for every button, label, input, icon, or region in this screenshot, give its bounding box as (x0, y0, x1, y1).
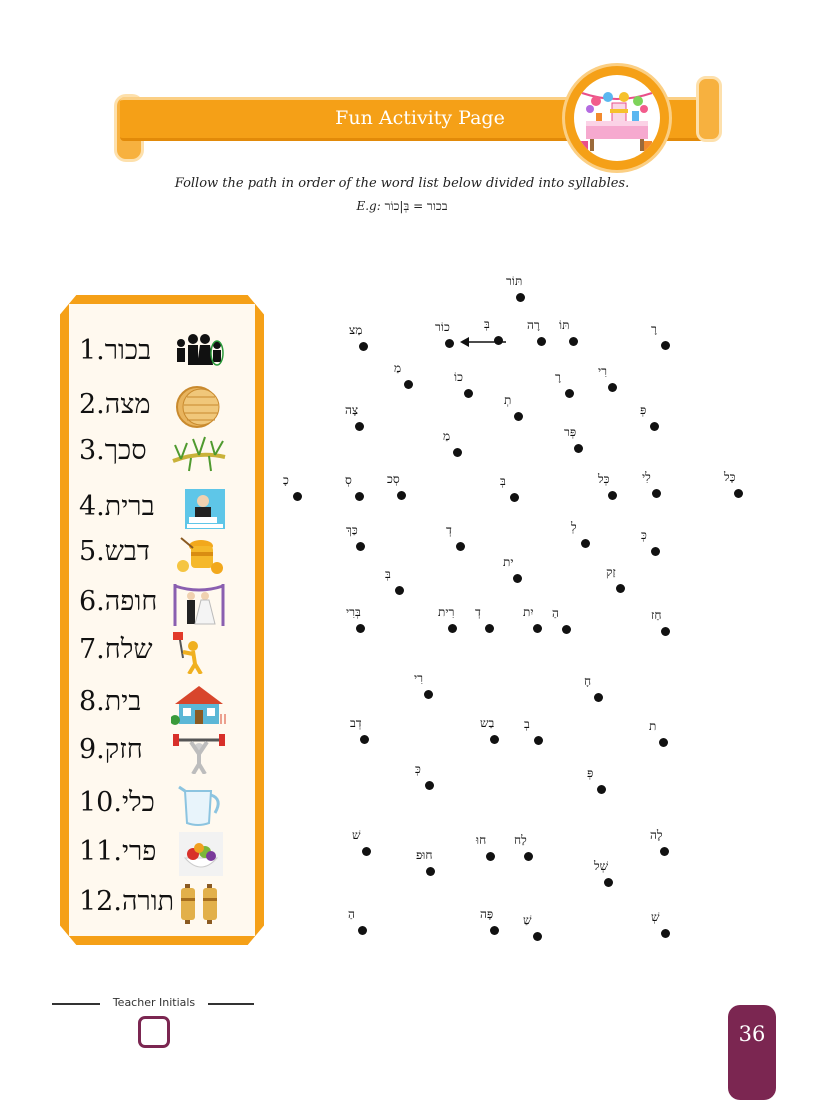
path-dot[interactable] (426, 867, 435, 876)
syllable-label: מַצ (349, 323, 363, 337)
path-dot[interactable] (661, 929, 670, 938)
arrow-left-icon (460, 336, 506, 348)
syllable-label: דְב (350, 716, 362, 730)
word-text: חזק (104, 734, 143, 765)
path-dot[interactable] (448, 624, 457, 633)
syllable-label: שׁ (352, 828, 361, 842)
syllable-label: זַק (606, 565, 616, 579)
path-dot[interactable] (533, 624, 542, 633)
word-text: שלח (104, 634, 153, 665)
word-number: 12. (79, 886, 122, 917)
syllable-label: כַּךְ (346, 523, 358, 537)
word-number: 7. (79, 634, 105, 665)
bris-ceremony-icon (171, 487, 227, 531)
word-text: בית (104, 686, 142, 717)
path-dot[interactable] (533, 932, 542, 941)
example-line (0, 199, 804, 214)
path-dot[interactable] (661, 627, 670, 636)
pitcher-icon (171, 783, 227, 827)
path-dot[interactable] (453, 448, 462, 457)
syllable-label: בְּ (385, 567, 391, 581)
family-icon (171, 331, 227, 375)
path-dot[interactable] (490, 735, 499, 744)
syllable-label: ת (649, 719, 657, 733)
word-text: כלי (121, 787, 155, 818)
path-dot[interactable] (404, 380, 413, 389)
syllable-label: כְּל (598, 472, 610, 486)
syllable-label: פְּר (564, 425, 577, 439)
syllable-label: תּוֹר (506, 274, 523, 288)
page-number-tab (728, 1005, 776, 1100)
syllable-label: מַ (443, 429, 451, 443)
syllable-label: לְ (571, 520, 577, 534)
syllable-label: ית (503, 555, 514, 569)
path-dot[interactable] (293, 492, 302, 501)
path-dot[interactable] (652, 489, 661, 498)
path-dot[interactable] (513, 574, 522, 583)
page-number: 36 (738, 1022, 766, 1046)
path-dot[interactable] (464, 389, 473, 398)
syllable-label: חוּ (476, 833, 487, 847)
syllable-label: מַ (394, 361, 402, 375)
wedding-chuppah-icon (171, 582, 227, 626)
syllable-label: כוֹר (435, 320, 450, 334)
syllable-label: תּוֹ (559, 318, 570, 332)
path-dot[interactable] (651, 547, 660, 556)
path-dot[interactable] (594, 693, 603, 702)
syllable-label: כְּ (641, 528, 647, 542)
path-dot[interactable] (514, 412, 523, 421)
path-dot[interactable] (524, 852, 533, 861)
path-dot[interactable] (424, 690, 433, 699)
syllable-label: בַש (480, 716, 495, 730)
word-list-item (79, 335, 179, 375)
path-dot[interactable] (660, 847, 669, 856)
path-dot[interactable] (616, 584, 625, 593)
banner-scroll-right (696, 76, 722, 142)
word-list-item (79, 586, 179, 626)
path-dot[interactable] (608, 491, 617, 500)
path-dot[interactable] (355, 422, 364, 431)
path-dot[interactable] (516, 293, 525, 302)
word-text: פרי (121, 836, 157, 867)
path-dot[interactable] (565, 389, 574, 398)
honey-jar-icon (171, 532, 227, 576)
syllable-label: לָה (650, 828, 663, 842)
syllable-label: בְּרִי (346, 605, 361, 619)
syllable-label: כָּל (724, 470, 736, 484)
path-dot[interactable] (362, 847, 371, 856)
syllable-label: רָ (555, 370, 561, 384)
path-dot[interactable] (650, 422, 659, 431)
example-text: בכור = בְּ|כוֹר (384, 199, 448, 213)
syllable-label: כְּ (415, 762, 421, 776)
syllable-label: לַח (514, 833, 527, 847)
syllable-label: כָ (283, 473, 289, 487)
word-text: תורה (121, 886, 175, 917)
syllable-label: חָ (584, 674, 592, 688)
syllable-label: הַ (552, 606, 559, 620)
syllable-label: חַז (651, 608, 662, 622)
path-dot[interactable] (608, 383, 617, 392)
torah-scroll-icon (171, 882, 227, 926)
word-list-item (79, 491, 179, 531)
syllable-label: כוֹ (454, 370, 463, 384)
matzah-icon (171, 385, 227, 429)
path-dot[interactable] (597, 785, 606, 794)
syllable-label: רִי (598, 364, 608, 378)
path-dot[interactable] (486, 852, 495, 861)
word-number: 3. (79, 435, 105, 466)
teacher-initials-label: Teacher Initials (112, 996, 196, 1009)
path-dot[interactable] (537, 337, 546, 346)
word-number: 11. (79, 836, 122, 867)
word-text: בכור (104, 335, 152, 366)
syllable-label: רִית (438, 605, 455, 619)
word-text: מצה (104, 389, 151, 420)
word-list-item (79, 836, 179, 876)
path-dot[interactable] (574, 444, 583, 453)
path-dot[interactable] (445, 339, 454, 348)
word-number: 5. (79, 536, 105, 567)
syllable-label: לִי (642, 470, 651, 484)
word-number: 2. (79, 389, 105, 420)
syllable-label: תְ (504, 393, 512, 407)
word-text: ברית (104, 491, 155, 522)
syllable-label: צָה (345, 403, 359, 417)
path-dot[interactable] (358, 926, 367, 935)
instructions-text: Follow the path in order of the word list below divided into syllables. (174, 176, 630, 191)
page-title: Fun Activity Page (335, 107, 505, 129)
syllable-label: שְׁל (594, 859, 609, 873)
path-dot[interactable] (425, 781, 434, 790)
word-list-item (79, 686, 179, 726)
word-text: חופה (104, 586, 158, 617)
path-dot[interactable] (359, 342, 368, 351)
syllable-label: רָ (651, 322, 657, 336)
path-dot[interactable] (659, 738, 668, 747)
syllable-label: פְּ (640, 403, 647, 417)
teacher-initials-box[interactable] (138, 1016, 170, 1048)
teacher-initials-line-right (208, 1003, 254, 1005)
syllable-label: שַׁ (523, 913, 532, 927)
word-number: 6. (79, 586, 105, 617)
path-dot[interactable] (456, 542, 465, 551)
path-dot[interactable] (534, 736, 543, 745)
word-list-item (79, 787, 179, 827)
word-list-item (79, 435, 179, 475)
word-number: 9. (79, 734, 105, 765)
header-badge (565, 66, 669, 170)
syllable-label: יִת (523, 605, 534, 619)
path-dot[interactable] (395, 586, 404, 595)
syllable-label: בְּ (500, 474, 506, 488)
word-text: סכך (104, 435, 147, 466)
syllable-label: שְׁ (651, 910, 660, 924)
fruit-bowl-icon (171, 832, 227, 876)
word-list-item (79, 734, 179, 774)
syllable-label: רָה (527, 318, 540, 332)
teacher-initials-line-left (52, 1003, 100, 1005)
syllable-label: רִי (414, 671, 424, 685)
sechach-branches-icon (171, 431, 227, 475)
path-dot[interactable] (490, 926, 499, 935)
syllable-label: הַ (348, 907, 355, 921)
path-dot[interactable] (355, 492, 364, 501)
word-number: 4. (79, 491, 105, 522)
syllable-label: פָּה (480, 907, 494, 921)
party-table-icon (574, 75, 660, 161)
path-dot[interactable] (661, 341, 670, 350)
path-dot[interactable] (360, 735, 369, 744)
syllable-label: פְּ (587, 766, 594, 780)
syllable-label: בְ (524, 717, 530, 731)
person-with-flag-icon (171, 630, 227, 674)
syllable-label: בְּ (484, 317, 490, 331)
path-dot[interactable] (485, 624, 494, 633)
word-number: 10. (79, 787, 122, 818)
syllable-label: סְ (345, 473, 352, 487)
word-list-item (79, 536, 179, 576)
path-dot[interactable] (604, 878, 613, 887)
word-list-item (79, 886, 179, 926)
syllable-label: דְ (475, 605, 481, 619)
word-list-item (79, 389, 179, 429)
syllable-label: סְכ (387, 472, 400, 486)
word-text: דבש (104, 536, 150, 567)
syllable-label: חוּפ (416, 848, 433, 862)
path-dot[interactable] (356, 624, 365, 633)
path-dot[interactable] (562, 625, 571, 634)
word-list-item (79, 634, 179, 674)
path-dot[interactable] (397, 491, 406, 500)
path-dot[interactable] (569, 337, 578, 346)
example-label: E.g: (356, 199, 381, 213)
weightlifter-icon (171, 730, 227, 774)
syllable-label: דְ (446, 523, 452, 537)
path-dot[interactable] (734, 489, 743, 498)
path-dot[interactable] (510, 493, 519, 502)
path-dot[interactable] (581, 539, 590, 548)
word-number: 1. (79, 335, 105, 366)
path-dot[interactable] (356, 542, 365, 551)
word-number: 8. (79, 686, 105, 717)
house-icon (171, 682, 227, 726)
